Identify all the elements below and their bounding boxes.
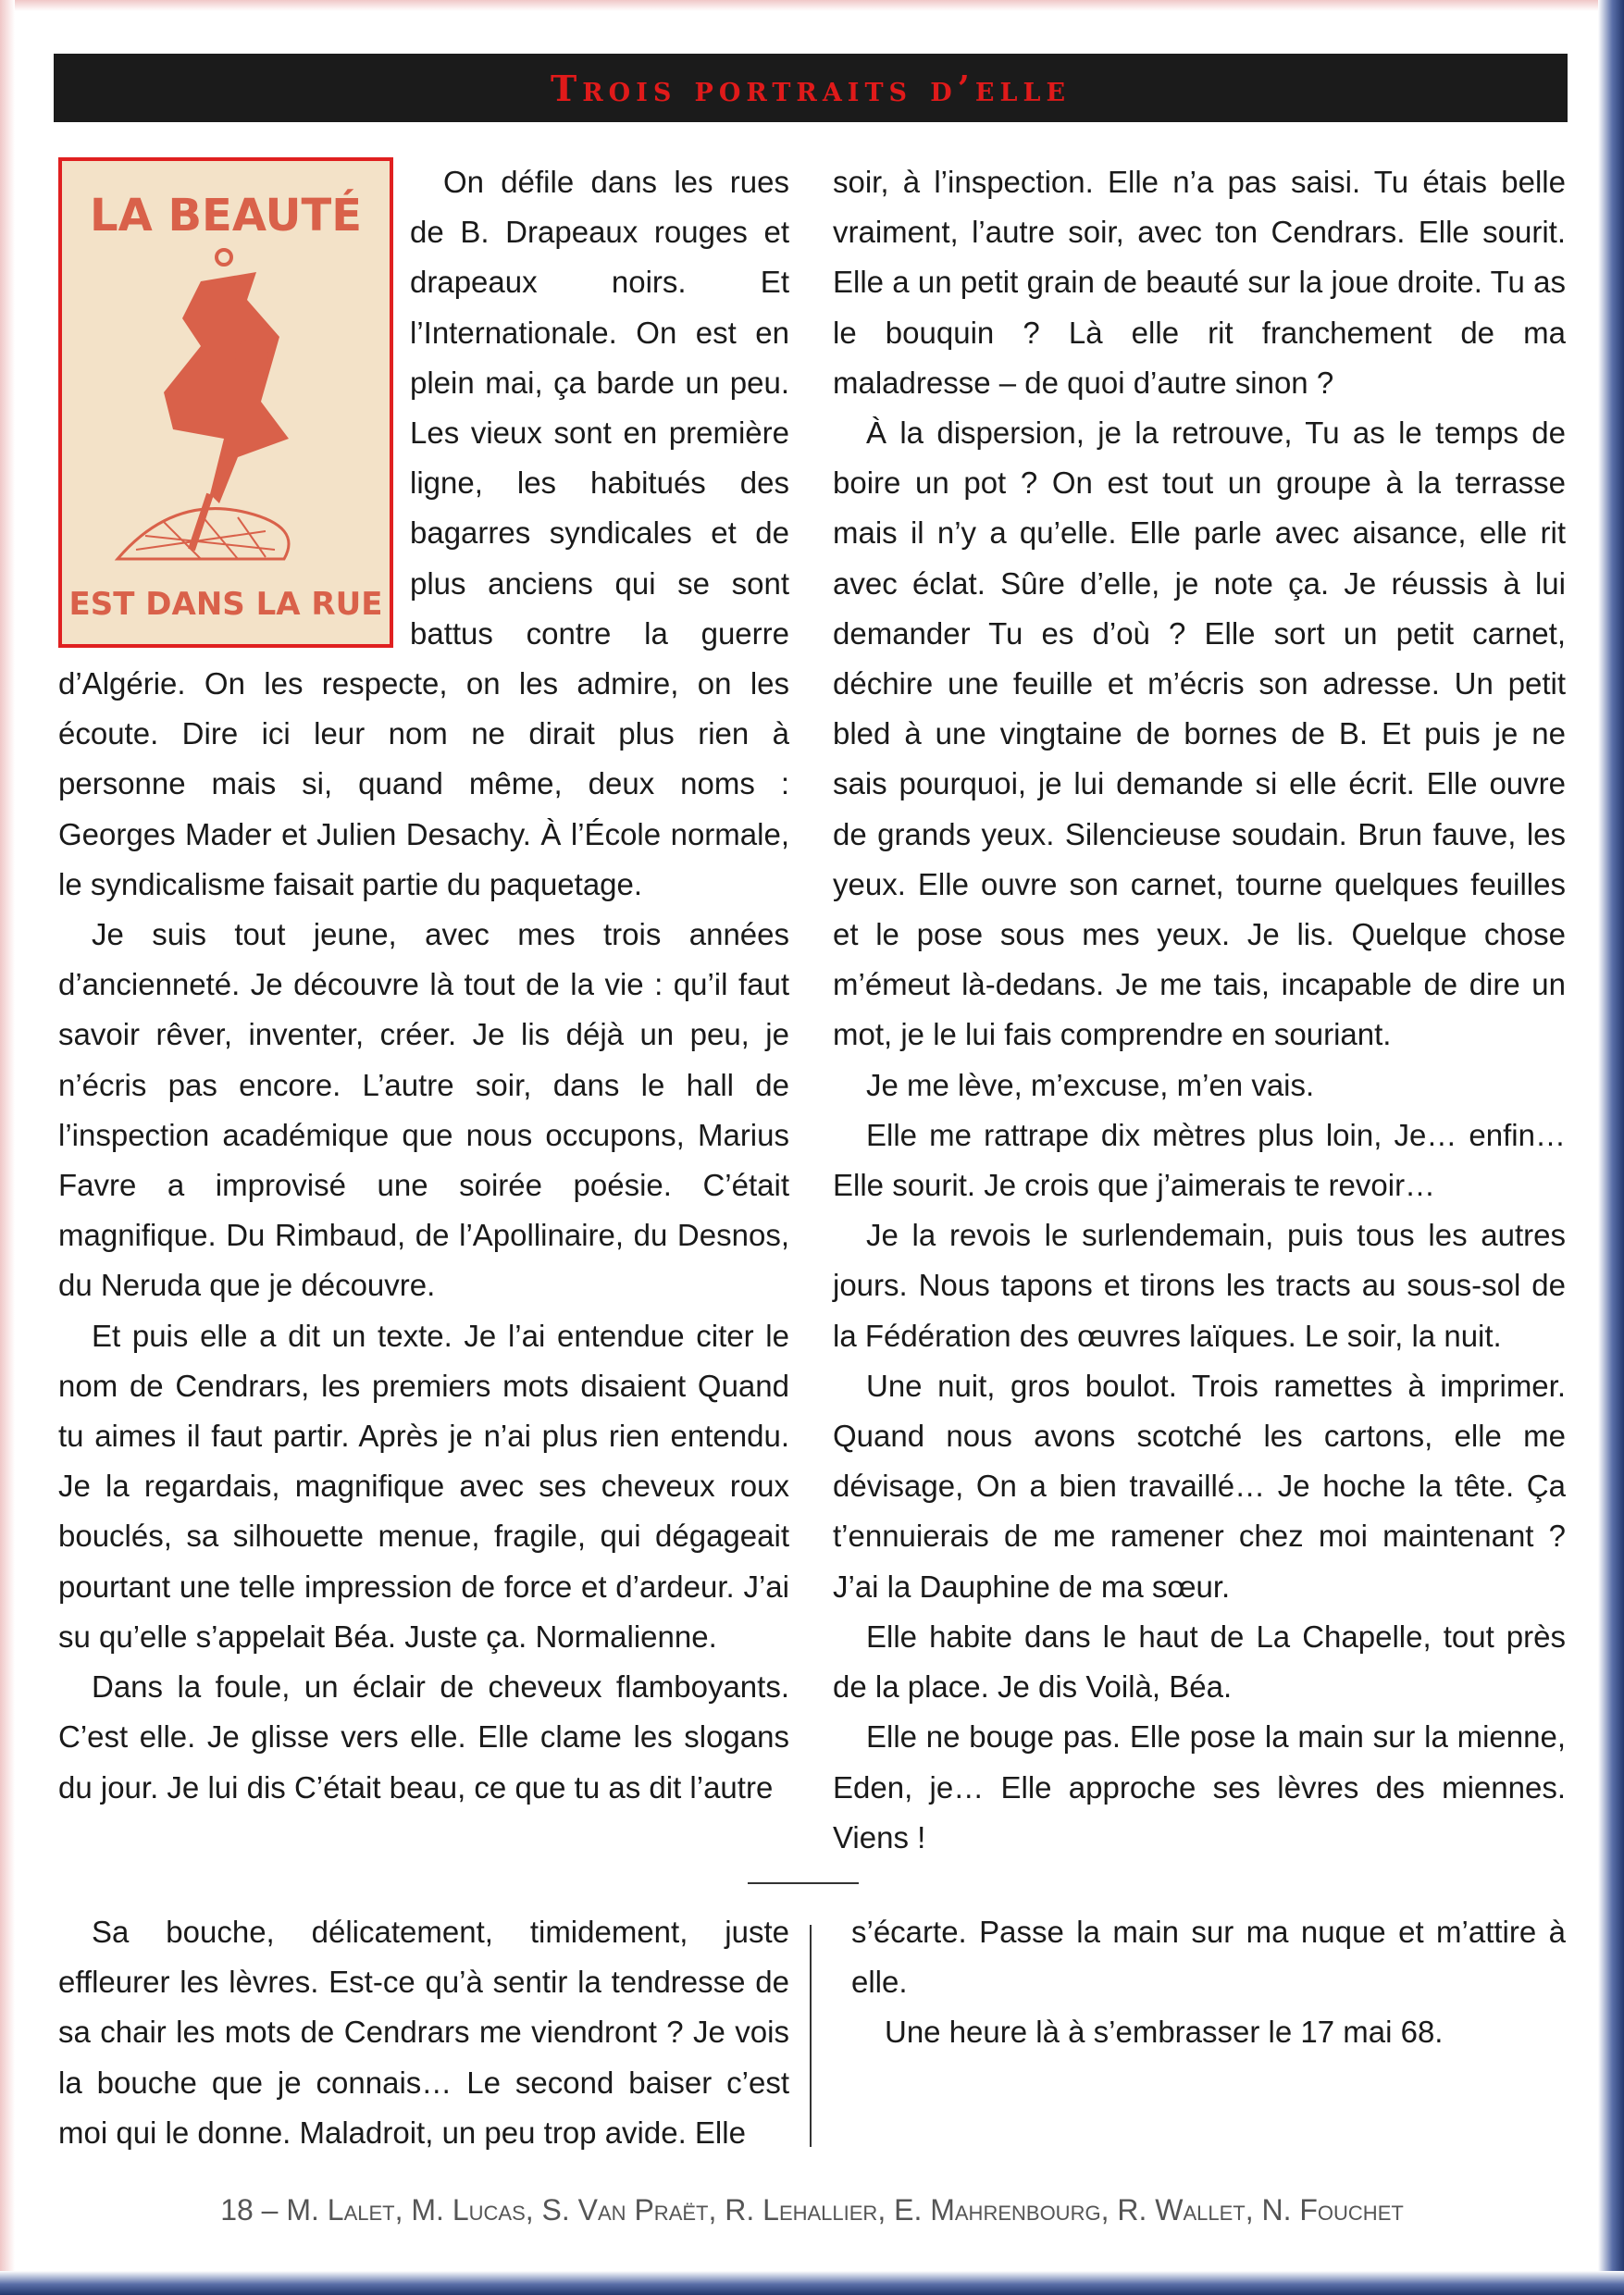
paragraph: Sa bouche, délicatement, timidement, juste effleurer les lèvres. Est-ce qu’à sentir la tendresse de sa chair les mots de Cendrars me viendront ? Je vois la bouche que je connais… Le second baiser c’est moi qui le donne. Maladroit, un peu trop avide. Elle xyxy=(58,1915,789,2150)
paragraph: Une heure là à s’embrasser le 17 mai 68. xyxy=(885,2015,1444,2050)
right-column xyxy=(833,157,1566,1863)
paragraph: Elle habite dans le haut de La Chapelle, tout près de la place. Je dis Voilà, Béa. xyxy=(833,1619,1566,1705)
paragraph: s’écarte. Passe la main sur ma nuque et m’attire à elle. xyxy=(851,1915,1566,2000)
frame-bottom xyxy=(0,2271,1624,2295)
paragraph: Et puis elle a dit un texte. Je l’ai entendue citer le nom de Cendrars, les premiers mots disaient Quand tu aimes il faut partir. Après je n’ai plus rien entendu. Je la regardais, magnifique avec ses cheveux roux bouclés, sa silhouette menue, fragile, qui dégageait pourtant une telle impression de force et d’ardeur. J’ai su qu’elle s’appelait Béa. Juste ça. Normalienne. xyxy=(58,1318,789,1654)
paragraph: On défile dans les rues de B. Drapeaux rouges et drapeaux noirs. Et l’Internationale. On est en plein mai, ça barde un peu. Les vieux sont en première ligne, les habitués des bagarres syndicales et de plus anciens qui se sont battus contre la guerre d’Algérie. On les respecte, on les admire, on les écoute. Dire ici leur nom ne dirait plus rien à personne mais si, quand même, deux noms : Georges Mader et Julien Desachy. À l’École normale, le syndicalisme faisait partie du paquetage. xyxy=(58,165,789,901)
poster-image xyxy=(58,157,393,648)
paving-stone-shape xyxy=(217,250,231,265)
section-divider xyxy=(748,1882,859,1884)
paragraph: Dans la foule, un éclair de cheveux flamboyants. C’est elle. Je glisse vers elle. Elle clame les slogans du jour. Je lui dis C’était beau, ce que tu as dit l’autre xyxy=(58,1669,789,1805)
poster-line1: LA BEAUTÉ xyxy=(90,190,362,242)
bottom-right-column xyxy=(851,1907,1566,2058)
paragraph: Je suis tout jeune, avec mes trois années d’ancienneté. Je découvre là tout de la vie : qu’il faut savoir rêver, inventer, créer. Je lis déjà un peu, je n’écris pas encore. L’autre soir, dans le hall de l’inspection académique que nous occupons, Marius Favre a improvisé une soirée poésie. C’était magnifique. Du Rimbaud, de l’Apollinaire, du Desnos, du Neruda que je découvre. xyxy=(58,917,789,1303)
left-column xyxy=(58,157,789,1813)
figure-silhouette xyxy=(164,272,289,503)
title-bar xyxy=(54,54,1568,122)
page-title: Trois portraits d’elle xyxy=(550,67,1072,109)
paragraph: Une nuit, gros boulot. Trois ramettes à imprimer. Quand nous avons scotché les cartons, elle me dévisage, On a bien travaillé… Je hoche la tête. Ça t’ennuierais de me ramener chez moi maintenant ? J’ai la Dauphine de ma sœur. xyxy=(833,1368,1566,1604)
figure-head xyxy=(235,339,268,372)
page-footer: 18 – M. Lalet, M. Lucas, S. Van Praët, R. Lehallier, E. Mahrenbourg, R. Wallet, N. Fouchet xyxy=(220,2193,1404,2227)
frame-left xyxy=(0,0,15,2295)
paragraph: Je la revois le surlendemain, puis tous les autres jours. Nous tapons et tirons les tracts au sous-sol de la Fédération des œuvres laïques. Le soir, la nuit. xyxy=(833,1218,1566,1353)
paragraph: À la dispersion, je la retrouve, Tu as le temps de boire un pot ? On est tout un groupe à la terrasse mais il n’y a qu’elle. Elle parle avec aisance, elle rit avec éclat. Sûre d’elle, je note ça. Je réussis à lui demander Tu es d’où ? Elle sort un petit carnet, déchire une feuille et m’écris son adresse. Un petit bled à une vingtaine de bornes de B. Et puis je ne sais pourquoi, je lui demande si elle écrit. Elle ouvre de grands yeux. Silencieuse soudain. Brun fauve, les yeux. Elle ouvre son carnet, tourne quelques feuilles et le pose sous mes yeux. Je lis. Quelque chose m’émeut là-dedans. Je me tais, incapable de dire un mot, je le lui fais comprendre en souriant. xyxy=(833,416,1566,1052)
paragraph: Elle me rattrape dix mètres plus loin, Je… enfin… Elle sourit. Je crois que j’aimerais te revoir… xyxy=(833,1117,1566,1203)
frame-top xyxy=(0,0,1624,11)
paragraph: Je me lève, m’excuse, m’en vais. xyxy=(866,1067,1315,1102)
column-rule xyxy=(810,1925,812,2147)
poster-line2: EST DANS LA RUE xyxy=(68,586,383,623)
bottom-left-column xyxy=(58,1907,789,2158)
paragraph: Elle ne bouge pas. Elle pose la main sur la mienne, Eden, je… Elle approche ses lèvres des miennes. Viens ! xyxy=(833,1719,1566,1855)
frame-right xyxy=(1598,0,1624,2295)
paragraph: soir, à l’inspection. Elle n’a pas saisi. Tu étais belle vraiment, l’autre soir, avec ton Cendrars. Elle sourit. Elle a un petit grain de beauté sur la joue droite. Tu as le bouquin ? Là elle rit franchement de ma maladresse – de quoi d’autre sinon ? xyxy=(833,165,1566,400)
cobblestone-grid xyxy=(136,515,275,559)
poster-illustration xyxy=(62,161,390,644)
